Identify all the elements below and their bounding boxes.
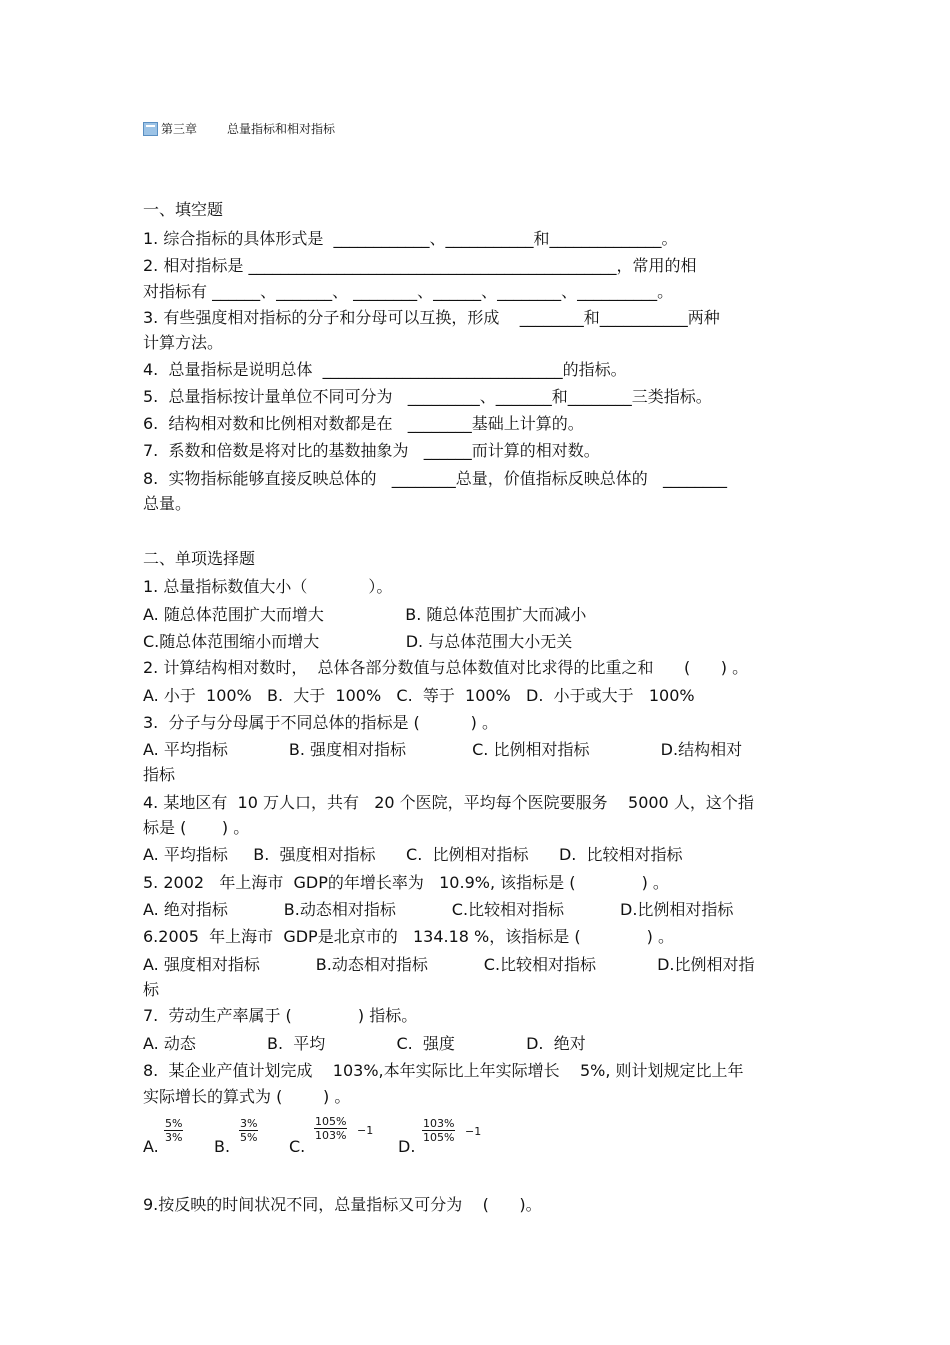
question-line: 3. 分子与分母属于不同总体的指标是 ( ) 。	[143, 713, 498, 732]
numerator: 105%	[315, 1115, 347, 1128]
fill-blank-line: 6. 结构相对数和比例相对数都是在 ________基础上计算的。	[143, 414, 584, 433]
fill-blank-line: 7. 系数和倍数是将对比的基数抽象为 ______而计算的相对数。	[143, 441, 600, 460]
option-a-fraction	[164, 1117, 183, 1144]
question-line: 9.按反映的时间状况不同，总量指标又可分为 ( )。	[143, 1195, 542, 1214]
question-line: 7. 劳动生产率属于 ( ) 指标。	[143, 1006, 418, 1025]
fill-blank-line: 2. 相对指标是 ______________________________________________，常用的相	[143, 256, 697, 275]
section-title-single-choice: 二、单项选择题	[143, 549, 256, 568]
option-line: A. 动态 B. 平均 C. 强度 D. 绝对	[143, 1034, 586, 1053]
chapter-title: 总量指标和相对指标	[227, 122, 336, 136]
fill-blank-line: 4. 总量指标是说明总体 ______________________________的指标。	[143, 360, 627, 379]
denominator: 103%	[315, 1129, 347, 1142]
option-line: A. 小于 100% B. 大于 100% C. 等于 100% D. 小于或大于 100%	[143, 686, 695, 705]
section-title-fill-blank: 一、填空题	[143, 200, 224, 219]
fill-blank-line: 1. 综合指标的具体形式是 ____________、___________和______________。	[143, 229, 678, 248]
denominator: 3%	[165, 1131, 183, 1144]
fill-blank-line: 计算方法。	[143, 333, 224, 352]
option-line: A. 随总体范围扩大而增大 B. 随总体范围扩大而减小	[143, 605, 587, 624]
chapter-header	[143, 120, 335, 137]
denominator: 105%	[423, 1131, 455, 1144]
question-line: 5. 2002 年上海市 GDP的年增长率为 10.9%, 该指标是 ( ) 。	[143, 873, 669, 892]
option-line: A. 绝对指标 B.动态相对指标 C.比较相对指标 D.比例相对指标	[143, 900, 734, 919]
option-line: A. 平均指标 B. 强度相对指标 C. 比例相对指标 D. 比较相对指标	[143, 845, 683, 864]
chapter-number: 第三章	[161, 122, 198, 136]
option-c-fraction	[314, 1115, 347, 1142]
denominator: 5%	[240, 1131, 258, 1144]
numerator: 5%	[165, 1117, 183, 1130]
option-d-fraction	[422, 1117, 455, 1144]
fill-blank-line: 总量。	[143, 494, 192, 513]
question-line: 6.2005 年上海市 GDP是北京市的 134.18 %，该指标是 ( ) 。	[143, 927, 675, 946]
option-c-suffix: −1	[357, 1124, 374, 1137]
question-line: 1. 总量指标数值大小（ ）。	[143, 577, 393, 596]
option-line: A. 平均指标 B. 强度相对指标 C. 比例相对指标 D.结构相对	[143, 740, 743, 759]
numerator: 103%	[423, 1117, 455, 1130]
question-line: 实际增长的算式为 ( ) 。	[143, 1087, 351, 1106]
document-icon	[143, 122, 158, 136]
option-c-label: C.	[289, 1137, 306, 1156]
fill-blank-line: 5. 总量指标按计量单位不同可分为 _________、_______和________三类指标。	[143, 387, 712, 406]
option-d-suffix: −1	[465, 1125, 482, 1138]
numerator: 3%	[240, 1117, 258, 1130]
question-line: 4. 某地区有 10 万人口，共有 20 个医院，平均每个医院要服务 5000 人，这个指	[143, 793, 754, 812]
fill-blank-line: 8. 实物指标能够直接反映总体的 ________总量，价值指标反映总体的 ________	[143, 469, 727, 488]
option-d-label: D.	[398, 1137, 416, 1156]
question-line: 8. 某企业产值计划完成 103%,本年实际比上年实际增长 5%, 则计划规定比上年	[143, 1061, 744, 1080]
option-line: A. 强度相对指标 B.动态相对指标 C.比较相对指标 D.比例相对指	[143, 955, 755, 974]
option-a-label: A.	[143, 1137, 159, 1156]
fill-blank-line: 3. 有些强度相对指标的分子和分母可以互换，形成 ________和___________两种	[143, 308, 720, 327]
option-line: 标	[143, 980, 160, 999]
option-line: 指标	[143, 765, 176, 784]
option-b-fraction	[239, 1117, 258, 1144]
option-line: C.随总体范围缩小而增大 D. 与总体范围大小无关	[143, 632, 573, 651]
option-b-label: B.	[214, 1137, 231, 1156]
fill-blank-line: 对指标有 ______、_______、 ________、______、________、__________。	[143, 282, 674, 301]
question-line: 2. 计算结构相对数时， 总体各部分数值与总体数值对比求得的比重之和 ( ) 。	[143, 658, 749, 677]
question-line: 标是 ( ) 。	[143, 818, 250, 837]
